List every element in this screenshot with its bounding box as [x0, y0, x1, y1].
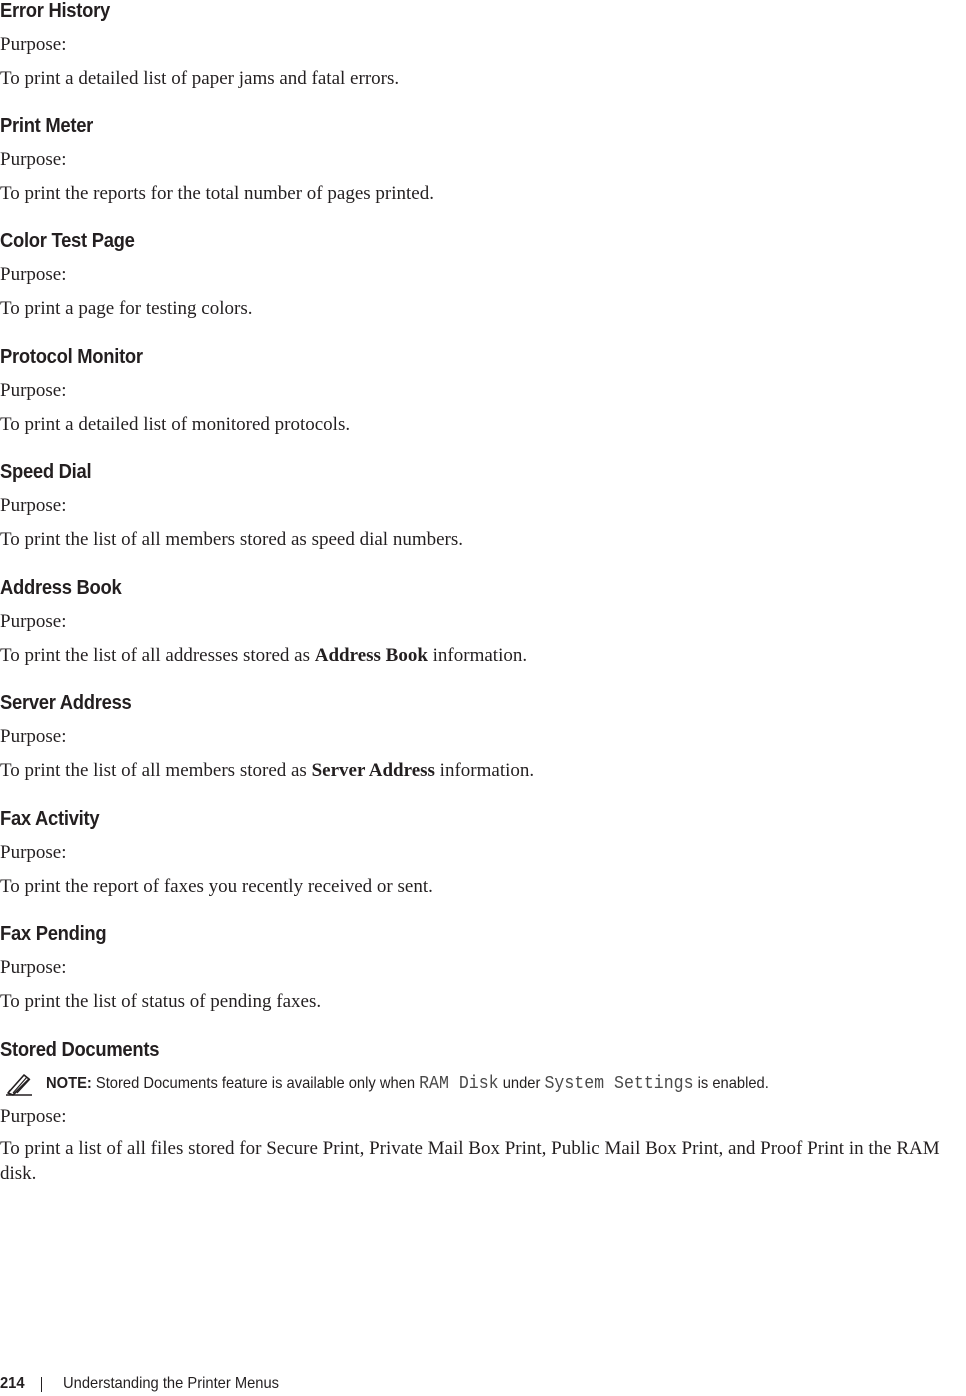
description-text: To print the list of all members stored as — [0, 760, 312, 781]
note-label: NOTE: — [46, 1075, 92, 1092]
section-heading: Color Test Page — [0, 230, 135, 252]
purpose-label: Purpose: — [0, 495, 67, 516]
description-term: Server Address — [311, 760, 435, 781]
note-body: Stored Documents feature is available only when — [95, 1075, 420, 1092]
section-color-test-page — [0, 230, 966, 322]
section-heading: Protocol Monitor — [0, 346, 143, 368]
purpose-label: Purpose: — [0, 34, 67, 55]
chapter-title: Understanding the Printer Menus — [63, 1375, 280, 1392]
section-description: To print a list of all files stored for Secure Print, Private Mail Box Print, Public Mail Box Print, and Proof Print in the RAM disk. — [0, 1138, 940, 1184]
section-address-book — [0, 577, 966, 669]
section-description — [0, 643, 966, 669]
stored-documents-purpose — [0, 1106, 966, 1128]
section-heading: Address Book — [0, 577, 122, 599]
section-heading: Print Meter — [0, 115, 94, 137]
section-heading: Speed Dial — [0, 461, 92, 483]
section-protocol-monitor — [0, 346, 966, 438]
page-footer — [0, 1374, 966, 1396]
note-code-ram-disk: RAM Disk — [419, 1074, 499, 1094]
purpose-label: Purpose: — [0, 842, 67, 863]
section-description: To print a page for testing colors. — [0, 298, 253, 319]
note-callout — [0, 1071, 966, 1099]
pencil-note-icon — [4, 1071, 34, 1097]
section-heading: Server Address — [0, 692, 132, 714]
section-heading: Error History — [0, 0, 110, 22]
footer-divider — [41, 1377, 42, 1392]
page-number: 214 — [0, 1375, 25, 1392]
section-speed-dial — [0, 461, 966, 553]
purpose-label: Purpose: — [0, 1106, 67, 1127]
note-text — [46, 1073, 769, 1095]
section-description: To print a detailed list of monitored protocols. — [0, 414, 351, 435]
purpose-label: Purpose: — [0, 611, 67, 632]
description-text: information. — [434, 760, 535, 781]
section-server-address — [0, 692, 966, 784]
section-heading: Fax Activity — [0, 808, 100, 830]
description-text: information. — [427, 645, 528, 666]
section-error-history — [0, 0, 966, 92]
section-stored-documents — [0, 1039, 966, 1061]
section-description: To print a detailed list of paper jams and fatal errors. — [0, 68, 400, 89]
section-heading: Stored Documents — [0, 1039, 160, 1061]
purpose-label: Purpose: — [0, 264, 67, 285]
note-body: is enabled. — [693, 1075, 769, 1092]
section-description: To print the reports for the total number of pages printed. — [0, 183, 434, 204]
purpose-label: Purpose: — [0, 726, 67, 747]
section-description: To print the list of all members stored as speed dial numbers. — [0, 529, 464, 550]
section-description — [0, 758, 966, 784]
section-description: To print the report of faxes you recently received or sent. — [0, 876, 433, 897]
description-term: Address Book — [314, 645, 428, 666]
purpose-label: Purpose: — [0, 380, 67, 401]
note-code-system-settings: System Settings — [544, 1074, 694, 1094]
section-print-meter — [0, 115, 966, 207]
section-fax-pending — [0, 923, 966, 1015]
purpose-label: Purpose: — [0, 957, 67, 978]
description-text: To print the list of all addresses stored as — [0, 645, 315, 666]
section-fax-activity — [0, 808, 966, 900]
section-heading: Fax Pending — [0, 923, 107, 945]
section-description: To print the list of status of pending faxes. — [0, 991, 322, 1012]
stored-documents-description — [0, 1136, 966, 1186]
purpose-label: Purpose: — [0, 149, 67, 170]
note-body: under — [498, 1075, 545, 1092]
